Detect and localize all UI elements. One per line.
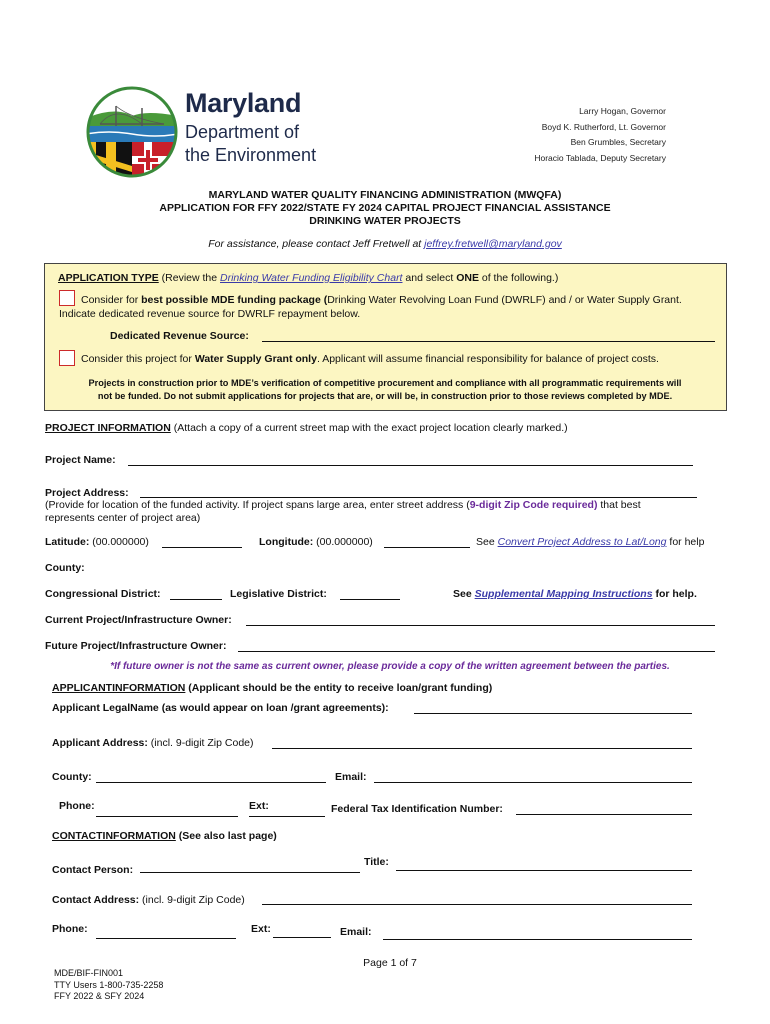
contact-address-field[interactable] — [262, 904, 692, 905]
mapping-help-post: for help. — [652, 588, 697, 600]
applicant-heading-line — [52, 682, 492, 694]
latitude-label: Latitude: — [45, 536, 90, 548]
footer-tty: TTY Users 1-800-735-2258 — [54, 979, 164, 990]
federal-tax-id-field[interactable] — [516, 814, 692, 815]
convert-latlong-link[interactable]: Convert Project Address to Lat/Long — [497, 536, 667, 548]
official-secretary: Ben Grumbles, Secretary — [570, 137, 666, 147]
owner-agreement-note: *If future owner is not the same as current owner, please provide a copy of the written agreement between the parties. — [110, 661, 670, 672]
water-supply-grant-checkbox[interactable] — [59, 350, 75, 366]
legislative-district-label: Legislative District: — [230, 588, 327, 600]
convert-help-post: for help — [666, 536, 705, 548]
title-line-3: DRINKING WATER PROJECTS — [309, 215, 461, 227]
title-line-2: APPLICATION FOR FFY 2022/STATE FY 2024 CAPITAL PROJECT FINANCIAL ASSISTANCE — [159, 202, 611, 214]
project-name-field[interactable] — [128, 465, 693, 466]
applicant-ext-field[interactable] — [249, 816, 325, 817]
contact-ext-label: Ext: — [251, 923, 271, 935]
longitude-field[interactable] — [384, 547, 470, 548]
current-owner-label: Current Project/Infrastructure Owner: — [45, 614, 232, 626]
option-2-pre: Consider this project for — [81, 353, 195, 365]
applicant-legal-name-label: Applicant LegalName (as would appear on loan /grant agreements): — [52, 702, 389, 714]
assistance-email-link[interactable]: jeffrey.fretwell@maryland.gov — [424, 238, 562, 250]
longitude-format: (00.000000) — [313, 536, 373, 548]
review-text-post: of the following.) — [478, 272, 559, 284]
option-1-line-2: Indicate dedicated revenue source for DWRLF repayment below. — [59, 308, 361, 320]
latitude-field[interactable] — [162, 547, 242, 548]
convert-help-line — [476, 536, 704, 548]
dedicated-revenue-label: Dedicated Revenue Source: — [110, 330, 249, 342]
project-county-label: County: — [45, 562, 85, 574]
option-2-post: . Applicant will assume financial responsibility for balance of project costs. — [316, 353, 659, 365]
project-address-label: Project Address: — [45, 487, 129, 499]
applicant-county-label: County: — [52, 771, 92, 783]
option-1-post: Drinking Water Revolving Loan Fund (DWRLF) and / or Water Supply Grant. — [327, 294, 682, 306]
latitude-label-line — [45, 536, 149, 548]
project-info-note: (Attach a copy of a current street map with the exact project location clearly marked.) — [170, 422, 568, 434]
legislative-district-field[interactable] — [340, 599, 400, 600]
contact-phone-label: Phone: — [52, 923, 88, 935]
option-1-line — [81, 294, 682, 306]
official-deputy-secretary: Horacio Tablada, Deputy Secretary — [534, 152, 666, 163]
contact-email-label: Email: — [340, 926, 372, 938]
official-lt-governor: Boyd K. Rutherford, Lt. Governor — [541, 121, 666, 132]
mapping-help-line — [453, 588, 697, 600]
future-owner-label: Future Project/Infrastructure Owner: — [45, 640, 227, 652]
address-note-zip: 9-digit Zip Code required) — [469, 499, 598, 511]
longitude-label: Longitude: — [259, 536, 314, 548]
warning-line-2: not be funded. Do not submit applications for projects that are, or will be, in construction prior to those reviews completed by MDE. — [97, 390, 673, 401]
eligibility-chart-link[interactable]: Drinking Water Funding Eligibility Chart — [220, 272, 403, 284]
application-type-heading: APPLICATION TYPE — [58, 272, 159, 284]
convert-help-pre: See — [476, 536, 498, 548]
applicant-address-label-line — [52, 737, 254, 749]
mde-logo — [86, 86, 178, 178]
option-2-bold: Water Supply Grant only — [194, 353, 317, 365]
project-address-field[interactable] — [140, 497, 697, 498]
contact-heading-line — [52, 830, 277, 842]
contact-title-label: Title: — [364, 856, 389, 868]
mapping-help-pre: See — [453, 588, 475, 600]
review-text-one: ONE — [456, 272, 479, 284]
contact-title-field[interactable] — [396, 870, 692, 871]
assistance-line — [0, 238, 770, 250]
option-1-pre: Consider for — [81, 294, 142, 306]
mde-emblem-icon — [86, 86, 178, 178]
project-address-note-2: represents center of project area) — [45, 512, 201, 524]
applicant-email-field[interactable] — [374, 782, 692, 783]
contact-person-label: Contact Person: — [52, 864, 134, 876]
option-1-bold: best possible MDE funding package ( — [141, 294, 328, 306]
current-owner-field[interactable] — [246, 625, 715, 626]
applicant-heading-note: (Applicant should be the entity to receive loan/grant funding) — [185, 682, 493, 694]
applicant-phone-label: Phone: — [59, 800, 95, 812]
dedicated-revenue-field[interactable] — [262, 341, 715, 342]
review-text-mid: and select — [402, 272, 457, 284]
option-2-line — [81, 353, 659, 365]
congressional-district-field[interactable] — [170, 599, 222, 600]
applicant-phone-field[interactable] — [96, 816, 238, 817]
footer-fy: FFY 2022 & SFY 2024 — [54, 991, 145, 1001]
assistance-text: For assistance, please contact Jeff Fretwell at — [208, 238, 425, 250]
applicant-address-field[interactable] — [272, 748, 692, 749]
warning-line-1: Projects in construction prior to MDE’s verification of competitive procurement and compliance with all programmatic requirements will — [88, 378, 682, 388]
footer-form-id: MDE/BIF-FIN001 — [54, 968, 124, 978]
contact-address-note: (incl. 9-digit Zip Code) — [139, 894, 245, 906]
contact-phone-field[interactable] — [96, 938, 236, 939]
contact-address-label-line — [52, 894, 245, 906]
applicant-ext-label: Ext: — [249, 800, 269, 812]
future-owner-field[interactable] — [238, 651, 715, 652]
applicant-address-label: Applicant Address: — [52, 737, 148, 749]
applicant-email-label: Email: — [335, 771, 367, 783]
logo-subtitle-1: Department of — [185, 122, 300, 142]
logo-subtitle-2: the Environment — [185, 145, 317, 165]
title-block — [0, 189, 770, 228]
contact-heading-note: (See also last page) — [175, 830, 277, 842]
officials-list — [470, 104, 666, 166]
application-type-heading-line — [58, 272, 558, 284]
applicant-legal-name-field[interactable] — [414, 713, 692, 714]
review-text-pre: (Review the — [158, 272, 221, 284]
logo-title: Maryland — [185, 88, 302, 118]
applicant-heading: APPLICANTINFORMATION — [52, 682, 186, 694]
contact-ext-field[interactable] — [273, 937, 331, 938]
official-governor: Larry Hogan, Governor — [579, 106, 666, 116]
contact-email-field[interactable] — [383, 939, 692, 940]
project-name-label: Project Name: — [45, 454, 116, 466]
mapping-instructions-link[interactable]: Supplemental Mapping Instructions — [474, 588, 653, 600]
latitude-format: (00.000000) — [89, 536, 149, 548]
project-address-note — [45, 499, 641, 511]
contact-address-label: Contact Address: — [52, 894, 140, 906]
longitude-label-line — [259, 536, 373, 548]
contact-heading: CONTACTINFORMATION — [52, 830, 176, 842]
applicant-address-note: (incl. 9-digit Zip Code) — [147, 737, 254, 749]
footer-info — [54, 968, 163, 1003]
title-line-1: MARYLAND WATER QUALITY FINANCING ADMINISTRATION (MWQFA) — [208, 189, 562, 201]
project-info-heading: PROJECT INFORMATION — [45, 422, 171, 434]
congressional-district-label: Congressional District: — [45, 588, 161, 600]
construction-warning — [50, 377, 720, 402]
dwrlf-package-checkbox[interactable] — [59, 290, 75, 306]
applicant-county-field[interactable] — [96, 782, 326, 783]
address-note-pre: (Provide for location of the funded activity. If project spans large area, enter street address ( — [45, 499, 470, 511]
project-info-heading-line — [45, 422, 568, 434]
address-note-post: that best — [597, 499, 641, 511]
federal-tax-id-label: Federal Tax Identification Number: — [331, 803, 503, 815]
contact-person-field[interactable] — [140, 872, 360, 873]
page-number: Page 1 of 7 — [363, 957, 417, 969]
